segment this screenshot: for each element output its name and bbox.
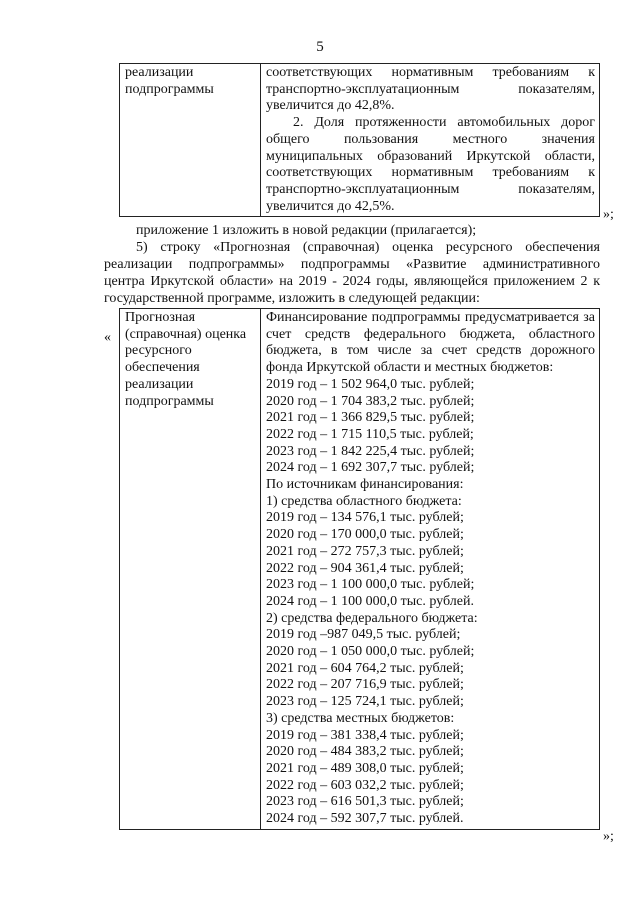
funding-line: 2020 год – 170 000,0 тыс. рублей; <box>266 527 464 543</box>
funding-line: 2020 год – 484 383,2 тыс. рублей; <box>266 744 464 760</box>
table-left-cell: Прогнозная (справочная) оценка ресурсного обеспечения реализации подпрограммы <box>120 309 261 830</box>
opening-quote: « <box>104 330 111 345</box>
funding-line: 2022 год – 904 361,4 тыс. рублей; <box>266 560 464 576</box>
funding-line: 2021 год – 1 366 829,5 тыс. рублей; <box>266 410 475 426</box>
funding-line: 2022 год – 1 715 110,5 тыс. рублей; <box>266 426 474 442</box>
funding-line: 2023 год – 125 724,1 тыс. рублей; <box>266 694 464 710</box>
funding-lines <box>266 377 595 828</box>
funding-line: 2023 год – 1 100 000,0 тыс. рублей; <box>266 577 475 593</box>
body-text <box>104 222 600 307</box>
text-line: 5) строку «Прогнозная (справочная) оценка ресурсного обеспечения <box>136 240 600 255</box>
text-line: центра Иркутской области» на 2019 - 2024 годы, являющейся приложением 2 к <box>104 274 600 289</box>
table-row <box>120 309 600 830</box>
funding-line: 2021 год – 272 757,3 тыс. рублей; <box>266 543 464 559</box>
funding-line: 2019 год –987 049,5 тыс. рублей; <box>266 627 461 643</box>
funding-line: 2021 год – 489 308,0 тыс. рублей; <box>266 760 464 776</box>
page-number: 5 <box>316 39 324 55</box>
closing-quote: »; <box>603 207 614 222</box>
funding-line: 2019 год – 1 502 964,0 тыс. рублей; <box>266 376 475 392</box>
funding-line: 2021 год – 604 764,2 тыс. рублей; <box>266 660 464 676</box>
table-paragraph: соответствующих нормативным требованиям к транспортно-эксплуатационным показателям, увеличится до 42,8%. <box>266 65 595 114</box>
funding-line: 2) средства федерального бюджета: <box>266 610 478 626</box>
funding-line: 2022 год – 207 716,9 тыс. рублей; <box>266 677 464 693</box>
funding-line: 2020 год – 1 050 000,0 тыс. рублей; <box>266 644 475 660</box>
funding-table <box>119 308 600 830</box>
funding-line: 2023 год – 616 501,3 тыс. рублей; <box>266 794 464 810</box>
funding-line: 2019 год – 134 576,1 тыс. рублей; <box>266 510 464 526</box>
funding-line: 2024 год – 1 692 307,7 тыс. рублей; <box>266 460 475 476</box>
funding-line: 2024 год – 592 307,7 тыс. рублей. <box>266 811 464 827</box>
table-left-cell: реализации подпрограммы <box>120 64 261 217</box>
table-row <box>120 64 600 217</box>
funding-line: 2019 год – 381 338,4 тыс. рублей; <box>266 727 464 743</box>
funding-line: 2020 год – 1 704 383,2 тыс. рублей; <box>266 393 475 409</box>
table-paragraph: 2. Доля протяженности автомобильных дорог общего пользования местного значения муниципальных образований Иркутской области, соответствующих нормативным требованиям к транспортно-эксплуатационным показателям, увеличится до 42,5%. <box>266 115 595 214</box>
funding-line: 1) средства областного бюджета: <box>266 493 462 509</box>
table-right-cell <box>261 309 600 830</box>
funding-line: 2022 год – 603 032,2 тыс. рублей; <box>266 777 464 793</box>
funding-intro: Финансирование подпрограммы предусматривается за счет средств федерального бюджета, областного бюджета, в том числе за счет средств дорожного фонда Иркутской области и местных бюджетов: <box>266 310 595 376</box>
closing-quote: »; <box>603 829 614 844</box>
text-line: государственной программе, изложить в следующей редакции: <box>104 291 480 306</box>
text-line: приложение 1 изложить в новой редакции (прилагается); <box>136 223 477 238</box>
funding-line: 2024 год – 1 100 000,0 тыс. рублей. <box>266 593 474 609</box>
funding-line: 3) средства местных бюджетов: <box>266 710 455 726</box>
funding-line: По источникам финансирования: <box>266 477 464 493</box>
funding-line: 2023 год – 1 842 225,4 тыс. рублей; <box>266 443 475 459</box>
continued-table <box>119 63 600 217</box>
text-line: реализации подпрограммы» подпрограммы «Развитие административного <box>104 257 600 272</box>
table-right-cell <box>261 64 600 217</box>
